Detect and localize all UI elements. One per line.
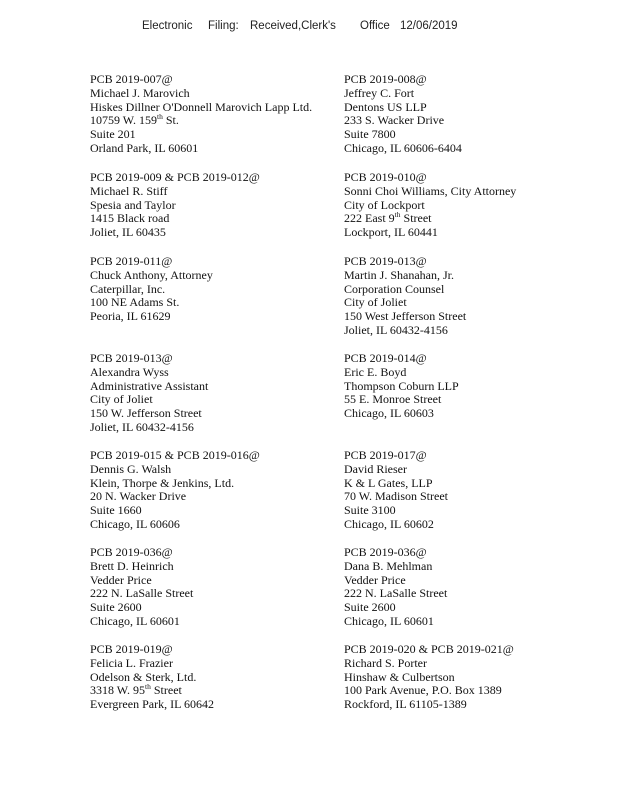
address-line: Evergreen Park, IL 60642 xyxy=(90,697,214,712)
case-number: PCB 2019-020 & PCB 2019-021@ xyxy=(344,642,514,656)
service-entry xyxy=(344,546,604,629)
header-electronic: Electronic xyxy=(142,20,193,32)
address-line: Dennis G. Walsh xyxy=(90,461,172,476)
address-line: Chicago, IL 60601 xyxy=(90,613,180,628)
service-entry xyxy=(344,171,604,240)
address-line: Chuck Anthony, Attorney xyxy=(90,267,213,282)
address-line: Chicago, IL 60606 xyxy=(90,516,180,531)
address-line: Dentons US LLP xyxy=(344,99,427,114)
address-line: 150 W. Jefferson Street xyxy=(90,406,202,421)
header-filing: Filing: xyxy=(208,20,239,32)
address-line: Suite 201 xyxy=(90,127,136,142)
ordinal-suffix: th xyxy=(145,682,151,692)
address-line: Chicago, IL 60602 xyxy=(344,516,434,531)
case-number: PCB 2019-008@ xyxy=(344,72,427,86)
address-line: 1415 Black road xyxy=(90,211,170,226)
service-entry xyxy=(90,171,350,240)
service-entry xyxy=(90,352,350,435)
address-line: 222 N. LaSalle Street xyxy=(90,586,194,601)
address-line: 150 West Jefferson Street xyxy=(344,309,467,324)
address-line: 100 Park Avenue, P.O. Box 1389 xyxy=(344,683,502,698)
header-date: 12/06/2019 xyxy=(400,20,458,32)
ordinal-suffix: th xyxy=(394,210,401,220)
address-line: Michael J. Marovich xyxy=(90,85,190,100)
address-line: Brett D. Heinrich xyxy=(90,558,174,573)
header-office: Office xyxy=(360,20,390,32)
address-line: Joliet, IL 60432-4156 xyxy=(90,419,194,434)
service-entry xyxy=(90,546,350,629)
address-line: Suite 3100 xyxy=(344,503,396,518)
address-line: Caterpillar, Inc. xyxy=(90,281,166,296)
service-entry xyxy=(90,449,350,532)
case-number: PCB 2019-007@ xyxy=(90,72,173,86)
address-line: Alexandra Wyss xyxy=(90,364,169,379)
case-number: PCB 2019-015 & PCB 2019-016@ xyxy=(90,448,260,462)
address-line: Michael R. Stiff xyxy=(90,183,168,198)
street-address: 3318 W. 95th Street xyxy=(90,682,182,698)
case-number: PCB 2019-019@ xyxy=(90,642,173,656)
street-address: 222 East 9th Street xyxy=(344,210,432,226)
ordinal-suffix: th xyxy=(157,112,163,122)
address-line: 233 S. Wacker Drive xyxy=(344,113,445,128)
address-line: Hiskes Dillner O'Donnell Marovich Lapp Ltd. xyxy=(90,99,313,114)
service-entry xyxy=(90,643,350,712)
address-line: Chicago, IL 60606-6404 xyxy=(344,140,462,155)
address-line: Sonni Choi Williams, City Attorney xyxy=(344,183,517,198)
service-entry xyxy=(344,255,604,338)
address-line: 222 N. LaSalle Street xyxy=(344,586,448,601)
case-number: PCB 2019-014@ xyxy=(344,351,427,365)
service-entry xyxy=(90,255,350,324)
address-line: Joliet, IL 60432-4156 xyxy=(344,322,448,337)
address-line: Vedder Price xyxy=(90,572,152,587)
address-line: Chicago, IL 60603 xyxy=(344,406,434,421)
service-entry xyxy=(344,449,604,532)
address-line: Chicago, IL 60601 xyxy=(344,613,434,628)
address-line: City of Joliet xyxy=(344,295,407,310)
address-line: Martin J. Shanahan, Jr. xyxy=(344,267,454,282)
address-line: City of Joliet xyxy=(90,392,153,407)
address-line: 100 NE Adams St. xyxy=(90,295,180,310)
address-line: 55 E. Monroe Street xyxy=(344,392,442,407)
address-line: Administrative Assistant xyxy=(90,378,209,393)
address-line: Joliet, IL 60435 xyxy=(90,225,166,240)
case-number: PCB 2019-017@ xyxy=(344,448,427,462)
address-line: Suite 2600 xyxy=(344,600,396,615)
address-line: Spesia and Taylor xyxy=(90,197,176,212)
street-address: 10759 W. 159th St. xyxy=(90,112,179,128)
address-line: Suite 1660 xyxy=(90,503,142,518)
address-line: Thompson Coburn LLP xyxy=(344,378,459,393)
address-line: Klein, Thorpe & Jenkins, Ltd. xyxy=(90,475,235,490)
address-line: Rockford, IL 61105-1389 xyxy=(344,697,467,712)
case-number: PCB 2019-009 & PCB 2019-012@ xyxy=(90,170,260,184)
address-line: Vedder Price xyxy=(344,572,406,587)
service-entry xyxy=(344,643,604,712)
service-entry xyxy=(344,352,604,421)
address-line: Dana B. Mehlman xyxy=(344,558,433,573)
address-line: 20 N. Wacker Drive xyxy=(90,489,187,504)
address-line: City of Lockport xyxy=(344,197,425,212)
service-entry xyxy=(90,73,350,156)
address-line: Richard S. Porter xyxy=(344,655,427,670)
case-number: PCB 2019-013@ xyxy=(90,351,173,365)
address-line: Jeffrey C. Fort xyxy=(344,85,415,100)
case-number: PCB 2019-011@ xyxy=(90,254,173,268)
header-received: Received,Clerk's xyxy=(250,20,336,32)
address-line: Corporation Counsel xyxy=(344,281,445,296)
address-line: Felicia L. Frazier xyxy=(90,655,173,670)
service-entry xyxy=(344,73,604,156)
address-line: Eric E. Boyd xyxy=(344,364,407,379)
address-line: Orland Park, IL 60601 xyxy=(90,140,199,155)
address-line: Suite 2600 xyxy=(90,600,142,615)
address-line: Peoria, IL 61629 xyxy=(90,309,171,324)
address-line: 70 W. Madison Street xyxy=(344,489,448,504)
address-line: Hinshaw & Culbertson xyxy=(344,669,455,684)
address-line: Odelson & Sterk, Ltd. xyxy=(90,669,197,684)
case-number: PCB 2019-013@ xyxy=(344,254,427,268)
address-line: Lockport, IL 60441 xyxy=(344,225,438,240)
case-number: PCB 2019-036@ xyxy=(344,545,427,559)
case-number: PCB 2019-010@ xyxy=(344,170,427,184)
address-line: Suite 7800 xyxy=(344,127,396,142)
address-line: David Rieser xyxy=(344,461,407,476)
case-number: PCB 2019-036@ xyxy=(90,545,173,559)
address-line: K & L Gates, LLP xyxy=(344,475,433,490)
